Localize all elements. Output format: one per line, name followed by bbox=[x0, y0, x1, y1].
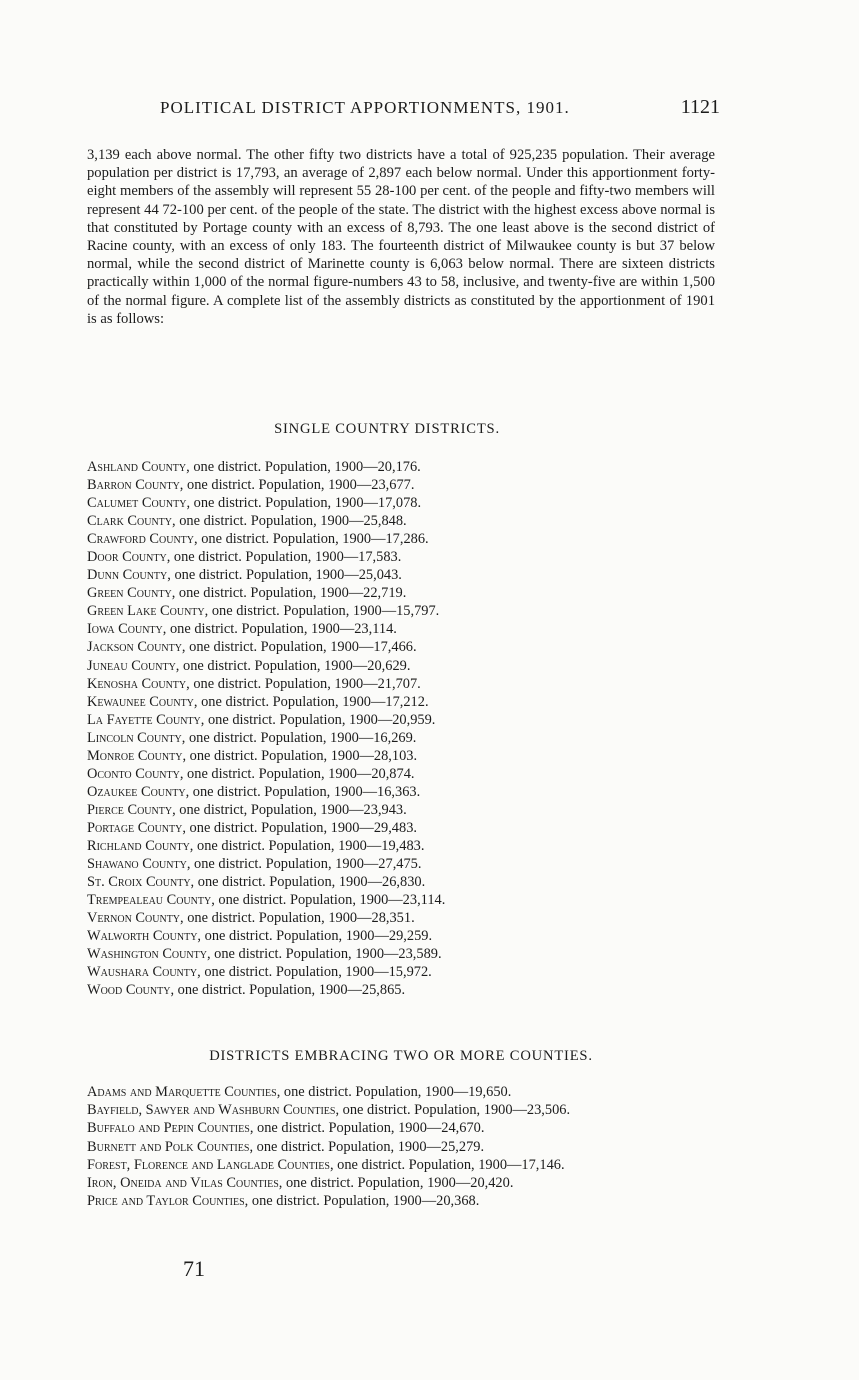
district-population: , one district. Population, 1900—29,259. bbox=[197, 928, 433, 945]
district-population: , one district. Population, 1900—23,677. bbox=[179, 477, 415, 494]
district-population: , one district. Population, 1900—17,146. bbox=[329, 1156, 565, 1173]
district-entry bbox=[87, 873, 727, 891]
county-name: Richland County bbox=[87, 837, 190, 854]
county-name: Kenosha County bbox=[87, 675, 187, 692]
county-name: Calumet County bbox=[87, 495, 187, 512]
district-entry bbox=[87, 801, 727, 819]
district-population: , one district. Population, 1900—28,351. bbox=[180, 910, 415, 927]
county-name: Monroe County bbox=[87, 747, 183, 764]
district-population: , one district. Population, 1900—16,363. bbox=[185, 783, 421, 800]
district-entry bbox=[87, 1156, 749, 1174]
district-entry bbox=[87, 837, 727, 855]
county-name: Oconto County bbox=[87, 765, 180, 782]
county-name: Juneau County bbox=[87, 657, 176, 674]
county-name: Shawano County bbox=[87, 856, 187, 873]
county-name: Bayfield, Sawyer and Washburn Counties bbox=[87, 1102, 336, 1119]
county-name: Green County bbox=[87, 585, 172, 602]
multi-county-districts-list bbox=[87, 1083, 727, 1210]
county-name: Dunn County bbox=[87, 567, 168, 584]
district-entry bbox=[87, 602, 727, 620]
district-entry bbox=[87, 675, 727, 693]
district-population: , one district. Population, 1900—22,719. bbox=[171, 585, 407, 602]
district-entry bbox=[87, 819, 727, 837]
district-population: , one district. Population, 1900—23,114. bbox=[211, 892, 446, 909]
district-population: , one district. Population, 1900—20,629. bbox=[175, 657, 411, 674]
district-population: , one district. Population, 1900—28,103. bbox=[182, 747, 418, 764]
page-number: 1121 bbox=[680, 96, 720, 118]
district-population: , one district. Population, 1900—17,212. bbox=[193, 693, 429, 710]
district-population: , one district. Population, 1900—26,830. bbox=[190, 874, 426, 891]
county-name: Pierce County bbox=[87, 801, 173, 818]
district-population: , one district. Population, 1900—25,865. bbox=[170, 982, 406, 999]
district-population: , one district. Population, 1900—23,506. bbox=[335, 1102, 571, 1119]
district-population: , one district. Population, 1900—17,078. bbox=[186, 495, 422, 512]
county-name: Forest, Florence and Langlade Counties bbox=[87, 1156, 330, 1173]
district-entry bbox=[87, 458, 727, 476]
district-population: , one district. Population, 1900—15,972. bbox=[197, 964, 432, 981]
county-name: Adams and Marquette Counties bbox=[87, 1084, 277, 1100]
district-entry bbox=[87, 584, 727, 602]
county-name: Green Lake County bbox=[87, 603, 205, 620]
district-entry bbox=[87, 711, 727, 729]
district-population: , one district. Population, 1900—17,286. bbox=[194, 531, 429, 548]
county-name: Vernon County bbox=[87, 910, 181, 927]
county-name: Trempealeau County bbox=[87, 892, 212, 909]
district-entry bbox=[87, 1138, 749, 1156]
district-population: , one district. Population, 1900—25,043. bbox=[167, 567, 402, 584]
district-population: , one district. Population, 1900—19,650. bbox=[276, 1084, 512, 1100]
district-entry bbox=[87, 620, 727, 638]
multi-county-districts-heading: DISTRICTS EMBRACING TWO OR MORE COUNTIES. bbox=[209, 1048, 593, 1064]
county-name: Ashland County bbox=[87, 459, 187, 475]
district-entry bbox=[87, 530, 727, 548]
district-entry bbox=[87, 747, 727, 765]
county-name: Iron, Oneida and Vilas Counties bbox=[87, 1175, 279, 1192]
district-entry bbox=[87, 765, 727, 783]
district-population: , one district. Population, 1900—27,475. bbox=[186, 856, 422, 873]
county-name: Iowa County bbox=[87, 621, 163, 638]
district-population: , one district. Population, 1900—20,368. bbox=[244, 1193, 480, 1210]
district-population: , one district. Population, 1900—15,797. bbox=[204, 603, 440, 620]
county-name: Kewaunee County bbox=[87, 693, 194, 710]
district-entry bbox=[87, 657, 727, 675]
district-entry bbox=[87, 783, 727, 801]
single-districts-list bbox=[87, 458, 727, 999]
district-population: , one district. Population, 1900—23,589. bbox=[206, 946, 442, 963]
district-population: , one district. Population, 1900—20,420. bbox=[278, 1175, 514, 1192]
district-population: , one district. Population, 1900—25,848. bbox=[172, 513, 407, 530]
signature-mark: 71 bbox=[183, 1256, 205, 1281]
running-title: POLITICAL DISTRICT APPORTIONMENTS, 1901. bbox=[160, 98, 570, 117]
district-population: , one district. Population, 1900—16,269. bbox=[181, 729, 417, 746]
district-population: , one district. Population, 1900—20,959. bbox=[200, 711, 436, 728]
county-name: Door County bbox=[87, 549, 167, 566]
district-population: , one district. Population, 1900—17,466. bbox=[181, 639, 417, 656]
district-population: , one district. Population, 1900—19,483. bbox=[189, 837, 425, 854]
district-entry bbox=[87, 1083, 749, 1101]
district-population: , one district. Population, 1900—29,483. bbox=[182, 819, 417, 836]
intro-paragraph: 3,139 each above normal. The other fifty two districts have a total of 925,235 population. Their average population per district is 17,793, an average of 2,897 each below normal. Under this apportionment forty-eight members of the assembly will represent 55 28-100 per cent. of the people and fifty-two members will represent 44 72-100 per cent. of the people of the state. The district with the highest excess above normal is that constituted by Portage county with an excess of 8,793. The one least above is the second district of Racine county, with an excess of only 183. The fourteenth district of Milwaukee county is but 37 below normal, while the second district of Marinette county is 6,063 below normal. There are sixteen districts practically within 1,000 of the normal figure-numbers 43 to 58, inclusive, and twenty-five are within 1,500 of the normal figure. A complete list of the assembly districts as constituted by the apportionment of 1901 is as follows: bbox=[87, 147, 715, 327]
district-population: , one district. Population, 1900—21,707. bbox=[186, 675, 421, 692]
county-name: Crawford County bbox=[87, 531, 194, 548]
district-population: , one district. Population, 1900—20,874. bbox=[179, 765, 415, 782]
district-entry bbox=[87, 891, 727, 909]
county-name: Jackson County bbox=[87, 639, 182, 656]
district-entry bbox=[87, 512, 727, 530]
county-name: Clark County bbox=[87, 513, 173, 530]
county-name: Walworth County bbox=[87, 928, 198, 945]
county-name: Price and Taylor Counties bbox=[87, 1193, 245, 1210]
county-name: Waushara County bbox=[87, 964, 198, 981]
district-population: , one district. Population, 1900—25,279. bbox=[249, 1138, 485, 1155]
district-entry bbox=[87, 729, 727, 747]
district-entry bbox=[87, 981, 727, 999]
district-entry bbox=[87, 494, 727, 512]
county-name: Washington County bbox=[87, 946, 207, 963]
county-name: Barron County bbox=[87, 477, 180, 494]
district-population: , one district. Population, 1900—20,176. bbox=[186, 459, 421, 475]
single-districts-heading: SINGLE COUNTRY DISTRICTS. bbox=[274, 421, 500, 437]
district-entry bbox=[87, 1101, 749, 1119]
district-entry bbox=[87, 1192, 749, 1210]
district-population: , one district. Population, 1900—24,670. bbox=[249, 1120, 485, 1137]
county-name: St. Croix County bbox=[87, 874, 191, 891]
county-name: Ozaukee County bbox=[87, 783, 186, 800]
district-entry bbox=[87, 693, 727, 711]
district-entry bbox=[87, 566, 727, 584]
district-entry bbox=[87, 1119, 749, 1137]
district-entry bbox=[87, 548, 727, 566]
district-population: , one district, Population, 1900—23,943. bbox=[172, 801, 407, 818]
district-population: , one district. Population, 1900—17,583. bbox=[166, 549, 402, 566]
county-name: Portage County bbox=[87, 819, 183, 836]
county-name: Wood County bbox=[87, 982, 171, 999]
district-population: , one district. Population, 1900—23,114. bbox=[162, 621, 397, 638]
county-name: Lincoln County bbox=[87, 729, 182, 746]
county-name: La Fayette County bbox=[87, 711, 201, 728]
district-entry bbox=[87, 476, 727, 494]
district-entry bbox=[87, 927, 727, 945]
district-entry bbox=[87, 963, 727, 981]
district-entry bbox=[87, 909, 727, 927]
county-name: Burnett and Polk Counties bbox=[87, 1138, 250, 1155]
running-head bbox=[160, 96, 720, 119]
county-name: Buffalo and Pepin Counties bbox=[87, 1120, 250, 1137]
district-entry bbox=[87, 945, 727, 963]
district-entry bbox=[87, 1174, 749, 1192]
district-entry bbox=[87, 638, 727, 656]
district-entry bbox=[87, 855, 727, 873]
